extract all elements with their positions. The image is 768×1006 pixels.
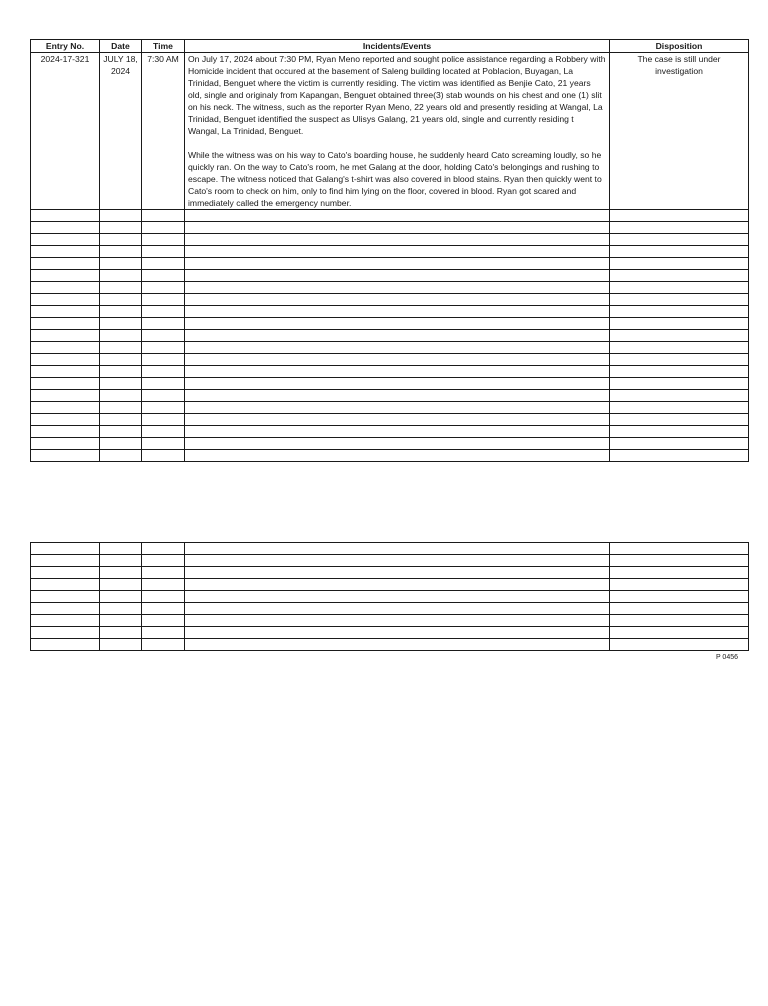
blank-row [31, 615, 749, 627]
blank-cell [142, 306, 185, 318]
entry-number: 2024-17-321 [31, 53, 100, 210]
blank-cell [185, 426, 610, 438]
blank-row [31, 627, 749, 639]
blank-cell [142, 567, 185, 579]
blank-cell [610, 270, 749, 282]
entry-date [100, 53, 142, 210]
blank-cell [185, 414, 610, 426]
blotter-table-continued [30, 542, 749, 651]
blank-cell [610, 330, 749, 342]
blank-cell [185, 555, 610, 567]
blank-cell [610, 234, 749, 246]
header-time: Time [142, 40, 185, 53]
header-entry-no: Entry No. [31, 40, 100, 53]
blank-cell [100, 294, 142, 306]
blank-cell [610, 342, 749, 354]
blank-cell [31, 354, 100, 366]
narrative-paragraph-2: While the witness was on his way to Cato's boarding house, he suddenly heard Cato screaming loudly, so he quickly ran. On the way to Cato's room, he met Galang at the door, holding Cato's belongings and rushing to escape. The witness noticed that Galang's t-shirt was also covered in blood stains. Ryan then quickly went to Cato's room to check on him, only to find him lying on the floor, covered in blood. Ryan got scared and immediately called the emergency number. [188, 150, 602, 208]
blank-cell [185, 639, 610, 651]
header-row [31, 40, 749, 53]
blank-cell [31, 555, 100, 567]
blank-cell [142, 378, 185, 390]
blank-row [31, 354, 749, 366]
blank-cell [610, 414, 749, 426]
blank-cell [185, 366, 610, 378]
blank-row [31, 414, 749, 426]
blank-cell [100, 450, 142, 462]
blank-cell [31, 306, 100, 318]
blank-cell [610, 366, 749, 378]
blank-cell [185, 222, 610, 234]
blank-cell [185, 579, 610, 591]
blank-cell [185, 318, 610, 330]
blank-row [31, 543, 749, 555]
blank-cell [142, 591, 185, 603]
blank-cell [100, 258, 142, 270]
blank-cell [142, 270, 185, 282]
blank-cell [100, 414, 142, 426]
blank-cell [185, 354, 610, 366]
blank-cell [31, 603, 100, 615]
blank-cell [142, 543, 185, 555]
blank-cell [142, 555, 185, 567]
blank-cell [100, 579, 142, 591]
blank-cell [100, 282, 142, 294]
blank-cell [31, 330, 100, 342]
blank-cell [185, 246, 610, 258]
blank-cell [31, 639, 100, 651]
blank-cell [610, 246, 749, 258]
blank-cell [185, 603, 610, 615]
blank-row [31, 258, 749, 270]
blank-cell [185, 591, 610, 603]
blank-cell [185, 615, 610, 627]
blank-cell [185, 438, 610, 450]
blank-cell [31, 258, 100, 270]
entry-disposition: The case is still under investigation [610, 53, 749, 210]
blank-cell [142, 210, 185, 222]
page-number: P 0456 [715, 654, 738, 661]
blank-cell [100, 354, 142, 366]
blank-cell [185, 210, 610, 222]
blank-cell [100, 567, 142, 579]
blank-cell [142, 294, 185, 306]
blank-cell [610, 390, 749, 402]
blank-cell [610, 615, 749, 627]
blank-row [31, 579, 749, 591]
blank-cell [142, 366, 185, 378]
blank-cell [142, 639, 185, 651]
blank-cell [100, 390, 142, 402]
blank-cell [31, 234, 100, 246]
blank-cell [31, 543, 100, 555]
blank-row [31, 210, 749, 222]
blank-cell [610, 579, 749, 591]
blank-cell [142, 342, 185, 354]
blank-cell [31, 342, 100, 354]
blank-cell [610, 318, 749, 330]
blank-cell [610, 543, 749, 555]
blank-cell [185, 234, 610, 246]
header-disposition: Disposition [610, 40, 749, 53]
blank-cell [610, 450, 749, 462]
blank-cell [100, 615, 142, 627]
blank-cell [185, 567, 610, 579]
blank-row [31, 222, 749, 234]
blank-cell [142, 282, 185, 294]
blank-cell [185, 270, 610, 282]
blank-cell [610, 258, 749, 270]
blank-cell [31, 591, 100, 603]
blank-row [31, 390, 749, 402]
blank-cell [610, 294, 749, 306]
blank-cell [142, 615, 185, 627]
blank-cell [610, 591, 749, 603]
blank-cell [185, 627, 610, 639]
blank-cell [31, 378, 100, 390]
blank-cell [610, 222, 749, 234]
blank-cell [31, 222, 100, 234]
blank-cell [142, 318, 185, 330]
blank-cell [100, 330, 142, 342]
blank-row [31, 318, 749, 330]
blank-cell [100, 342, 142, 354]
entry-time: 7:30 AM [142, 53, 185, 210]
entry-row [31, 53, 749, 210]
blank-cell [142, 627, 185, 639]
blank-row [31, 294, 749, 306]
header-incidents-events: Incidents/Events [185, 40, 610, 53]
blank-cell [610, 210, 749, 222]
blank-row [31, 378, 749, 390]
entry-date-line1: JULY 18, [103, 54, 138, 64]
blank-cell [100, 639, 142, 651]
blank-cell [142, 222, 185, 234]
blank-cell [100, 543, 142, 555]
blank-cell [142, 579, 185, 591]
blank-cell [100, 603, 142, 615]
blank-row [31, 639, 749, 651]
blank-row [31, 555, 749, 567]
blank-row [31, 402, 749, 414]
blank-cell [142, 354, 185, 366]
blank-cell [100, 378, 142, 390]
blank-cell [100, 627, 142, 639]
blank-cell [185, 390, 610, 402]
blank-cell [31, 567, 100, 579]
blank-cell [100, 210, 142, 222]
blank-row [31, 591, 749, 603]
blank-cell [142, 450, 185, 462]
blank-cell [31, 270, 100, 282]
blank-row [31, 366, 749, 378]
entry-date-line2: 2024 [110, 66, 131, 76]
blank-cell [100, 222, 142, 234]
blank-cell [185, 450, 610, 462]
blank-cell [100, 234, 142, 246]
blank-cell [31, 246, 100, 258]
narrative-paragraph-1: On July 17, 2024 about 7:30 PM, Ryan Meno reported and sought police assistance regarding a Robbery with Homicide incident that occured at the basement of Saleng building located at Poblacion, Buyagan, La Trinidad, Benguet where the victim is currently residing. The victim was identified as Benjie Cato, 21 years old, single and originaly from Kapangan, Benguet obtained three(3) stab wounds on his chest and one (1) slit on his neck. The witness, such as the reporter Ryan Meno, 22 years old and presently residing at Wangal, La Trinidad, Benguet identified the suspect as Ulisys Galang, 21 years old, single and currently residing t Wangal, La Trinidad, Benguet. [188, 54, 606, 136]
blank-row [31, 567, 749, 579]
blank-row [31, 342, 749, 354]
blank-cell [100, 426, 142, 438]
blank-row [31, 282, 749, 294]
blank-cell [142, 426, 185, 438]
blank-row [31, 270, 749, 282]
blank-row [31, 234, 749, 246]
blotter-table [30, 39, 749, 462]
blank-cell [31, 390, 100, 402]
blank-cell [610, 627, 749, 639]
blank-row [31, 330, 749, 342]
blank-cell [31, 318, 100, 330]
blank-cell [142, 402, 185, 414]
blank-row [31, 306, 749, 318]
blank-cell [610, 555, 749, 567]
blank-cell [142, 414, 185, 426]
blank-cell [610, 639, 749, 651]
blank-cell [610, 378, 749, 390]
blank-cell [31, 450, 100, 462]
blank-cell [142, 603, 185, 615]
blank-cell [31, 366, 100, 378]
blank-cell [610, 438, 749, 450]
blank-cell [100, 306, 142, 318]
blank-row [31, 426, 749, 438]
blank-cell [185, 258, 610, 270]
blank-cell [31, 426, 100, 438]
blank-cell [185, 306, 610, 318]
blank-cell [610, 306, 749, 318]
blank-cell [185, 402, 610, 414]
blank-cell [142, 438, 185, 450]
blank-cell [100, 555, 142, 567]
blank-cell [100, 318, 142, 330]
blank-cell [31, 615, 100, 627]
blank-cell [185, 294, 610, 306]
blank-cell [31, 402, 100, 414]
blank-cell [185, 342, 610, 354]
blank-cell [610, 426, 749, 438]
blank-row [31, 603, 749, 615]
incident-narrative [185, 53, 610, 210]
blank-row [31, 450, 749, 462]
blank-cell [100, 366, 142, 378]
blank-cell [31, 414, 100, 426]
blank-cell [142, 258, 185, 270]
blank-cell [31, 627, 100, 639]
blank-cell [610, 603, 749, 615]
blank-cell [185, 378, 610, 390]
blank-cell [31, 294, 100, 306]
blank-cell [142, 330, 185, 342]
blank-cell [31, 210, 100, 222]
blank-cell [185, 282, 610, 294]
blank-cell [185, 543, 610, 555]
blank-cell [610, 402, 749, 414]
blank-row [31, 438, 749, 450]
blank-cell [610, 567, 749, 579]
blank-cell [100, 246, 142, 258]
blank-cell [31, 579, 100, 591]
blank-cell [31, 438, 100, 450]
blank-cell [100, 438, 142, 450]
blank-row [31, 246, 749, 258]
blank-cell [142, 246, 185, 258]
blank-cell [142, 390, 185, 402]
blank-cell [100, 402, 142, 414]
blank-cell [185, 330, 610, 342]
header-date: Date [100, 40, 142, 53]
blank-cell [100, 591, 142, 603]
blank-cell [31, 282, 100, 294]
blank-cell [610, 282, 749, 294]
blank-cell [610, 354, 749, 366]
blank-cell [100, 270, 142, 282]
blank-cell [142, 234, 185, 246]
